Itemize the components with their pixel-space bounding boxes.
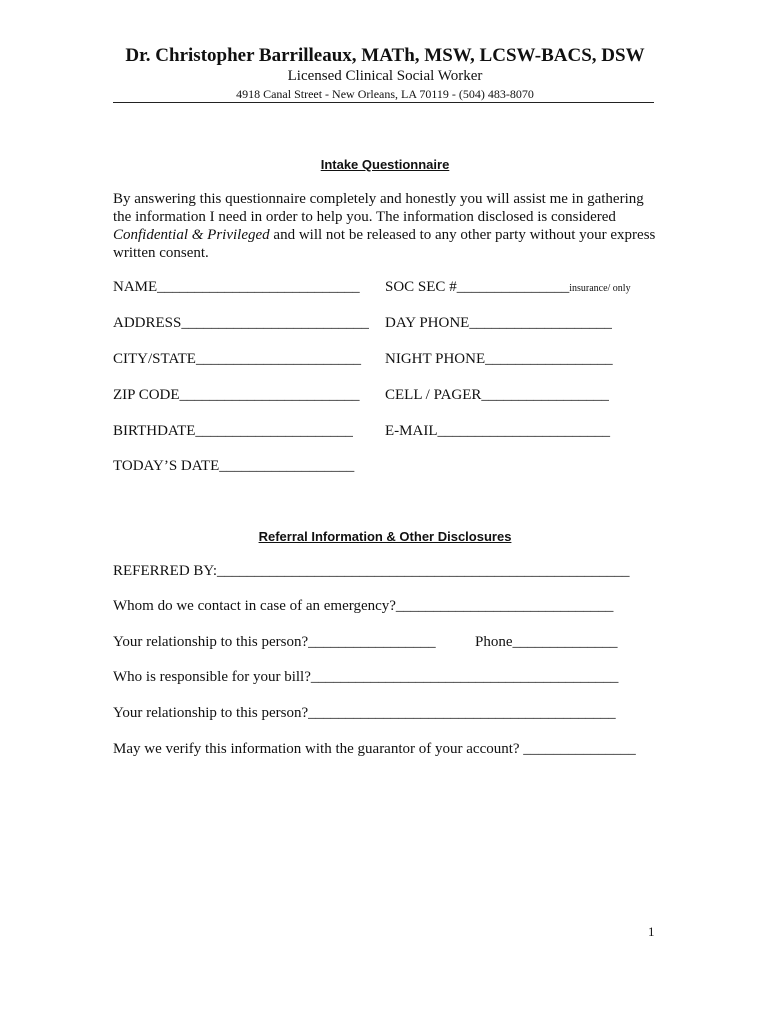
night-phone-field[interactable]: NIGHT PHONE_________________ <box>385 351 613 367</box>
zip-code-field[interactable]: ZIP CODE________________________ <box>113 387 360 403</box>
doctor-title: Licensed Clinical Social Worker <box>287 68 483 84</box>
header-divider <box>113 102 654 103</box>
emergency-contact-field[interactable]: Whom do we contact in case of an emergency?_____________________________ <box>113 598 614 614</box>
referred-by-field[interactable]: REFERRED BY:_______________________________________________________ <box>113 563 630 579</box>
cell-pager-field[interactable]: CELL / PAGER_________________ <box>385 387 609 403</box>
practice-address: 4918 Canal Street - New Orleans, LA 70119 - (504) 483-8070 <box>236 87 534 101</box>
birthdate-field[interactable]: BIRTHDATE_____________________ <box>113 423 353 439</box>
relationship-field-2[interactable]: Your relationship to this person?_________________________________________ <box>113 705 616 721</box>
verify-guarantor-field[interactable]: May we verify this information with the guarantor of your account? _______________ <box>113 741 636 757</box>
page-number: 1 <box>648 924 655 939</box>
intro-start: By answering this questionnaire completely and honestly you will assist me in gathering the information I need in order to help you. The information disclosed is considered <box>113 191 644 225</box>
emergency-phone-field[interactable]: Phone______________ <box>475 634 618 650</box>
referral-heading: Referral Information & Other Disclosures <box>258 529 512 544</box>
soc-sec-note: insurance/ only <box>569 283 631 294</box>
address-field[interactable]: ADDRESS_________________________ <box>113 315 369 331</box>
responsible-party-field[interactable]: Who is responsible for your bill?_________________________________________ <box>113 669 619 685</box>
intake-heading: Intake Questionnaire <box>320 157 450 172</box>
intro-end: and will not be released to any other party without your express written consent. <box>113 227 656 261</box>
email-field[interactable]: E-MAIL_______________________ <box>385 423 610 439</box>
relationship-field-1[interactable]: Your relationship to this person?_________________ <box>113 634 436 650</box>
name-field[interactable]: NAME___________________________ <box>113 279 360 295</box>
soc-sec-field[interactable] <box>385 279 631 296</box>
todays-date-field[interactable]: TODAY’S DATE__________________ <box>113 458 355 474</box>
city-state-field[interactable]: CITY/STATE______________________ <box>113 351 361 367</box>
intro-italic: Confidential & Privileged <box>113 227 270 243</box>
intro-paragraph <box>113 190 658 262</box>
doctor-name: Dr. Christopher Barrilleaux, MATh, MSW, LCSW-BACS, DSW <box>125 45 645 66</box>
soc-sec-label: SOC SEC #_______________ <box>385 279 570 295</box>
day-phone-field[interactable]: DAY PHONE___________________ <box>385 315 612 331</box>
